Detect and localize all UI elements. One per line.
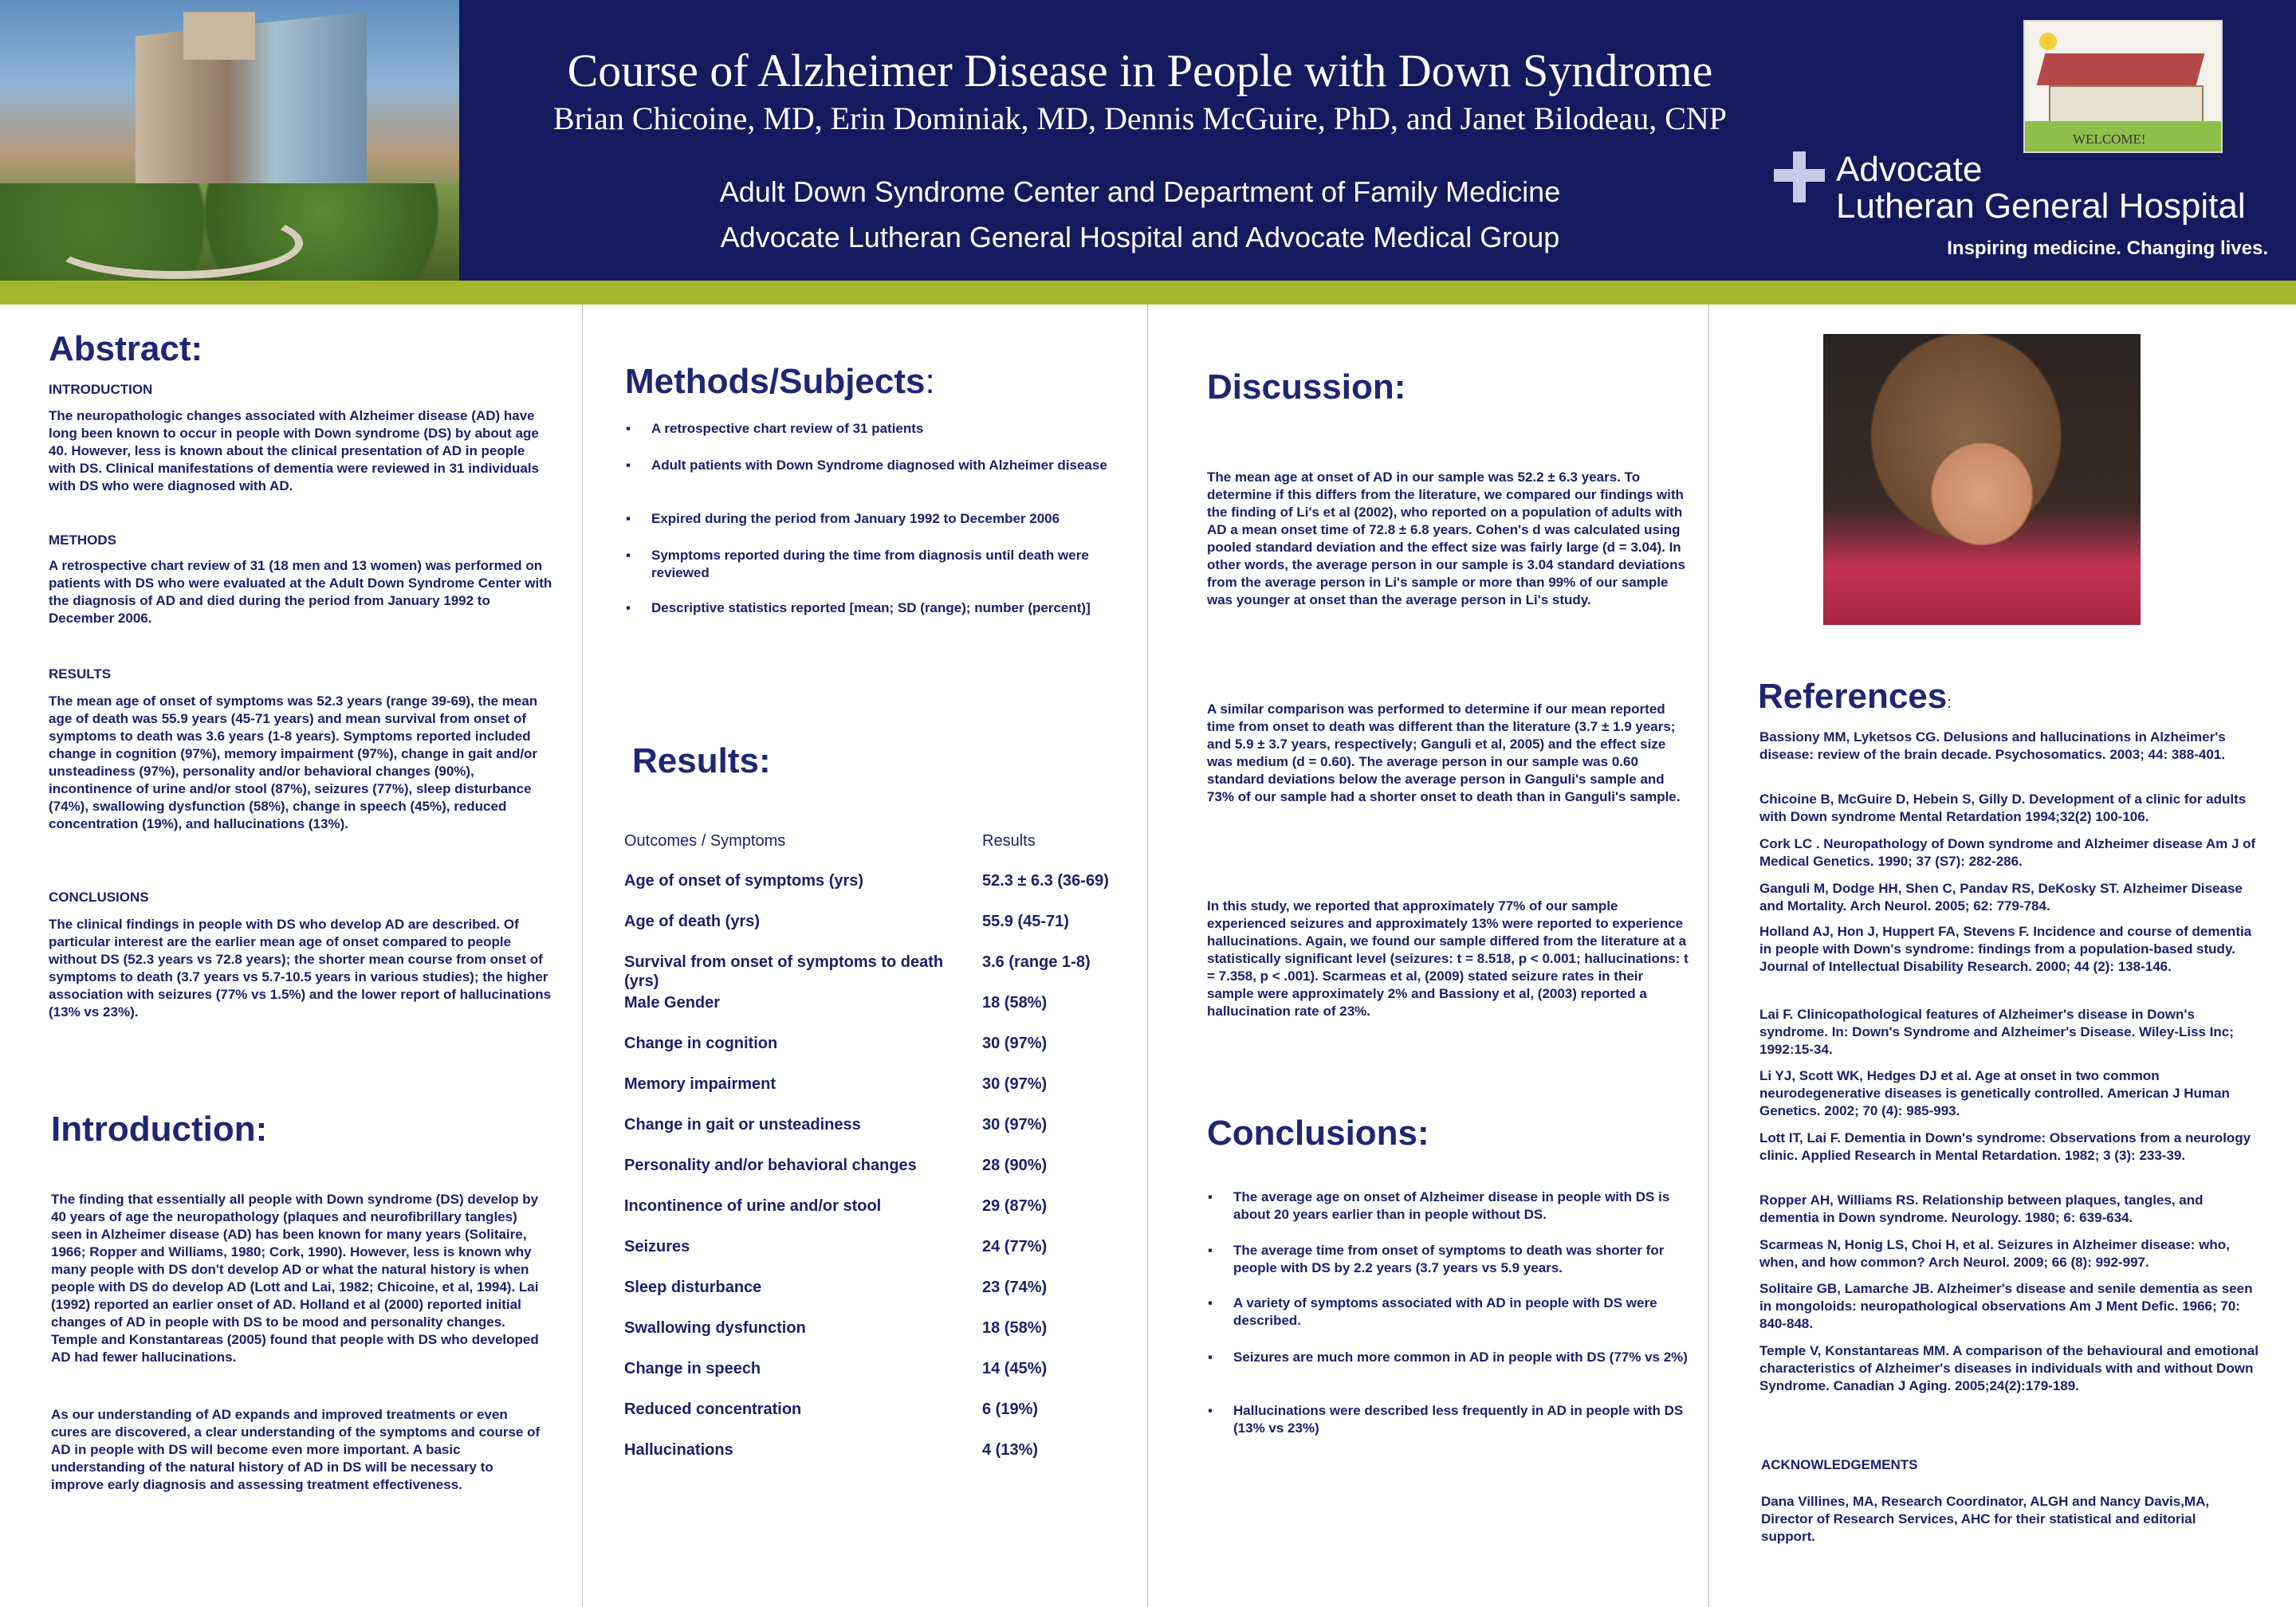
results-table-value: 30 (97%) [982, 1116, 1048, 1134]
results-table-value: 28 (90%) [982, 1157, 1048, 1174]
welcome-house-drawing [2023, 20, 2223, 153]
introduction-heading: Introduction: [51, 1110, 268, 1149]
references-heading [1758, 677, 1952, 717]
results-table-value: 24 (77%) [982, 1238, 1048, 1255]
reference-item: Holland AJ, Hon J, Huppert FA, Stevens F. Incidence and course of dementia in people with Down's syndrome: findings from a population-based study. Journal of Intellectual Disability Research. 2000; 44 (2): 138-146. [1759, 924, 2252, 974]
column-divider-2 [1147, 305, 1148, 1607]
results-table-outcome: Change in speech [624, 1360, 761, 1377]
discussion-paragraph-1: The mean age at onset of AD in our sample was 52.2 ± 6.3 years. To determine if this differs from the literature, we compared our findings with the finding of Li's et al (2002), who reported on a population of adults with AD a mean onset time of 72.8 ± 6.8 years. Cohen's d was calculated using pooled standard deviation and the effect size was fairly large (d = 3.04). In other words, the average person in our sample is 3.04 standard deviations from the average person in Li's sample or more than 99% of our sample was younger at onset than the average person in Li's study. [1207, 470, 1685, 607]
conclusions-item: ▪ Hallucinations were described less frequently in AD in people with DS (13% vs 23%) [1208, 1402, 1704, 1437]
results-table-outcome: Incontinence of urine and/or stool [624, 1197, 882, 1215]
results-table-value: 3.6 (range 1-8) [982, 953, 1091, 971]
results-table-value: 55.9 (45-71) [982, 913, 1069, 930]
introduction-paragraph-2: As our understanding of AD expands and improved treatments or even cures are discovered, a clear understanding of the symptoms and course of AD in people with DS will become even more important. A basic understanding of the natural history of AD in DS will be necessary to improve early diagnosis and assessing treatment effectiveness. [51, 1407, 541, 1492]
reference-item: Bassiony MM, Lyketsos CG. Delusions and hallucinations in Alzheimer's disease: review of the brain decade. Psychosomatics. 2003; 44: 388-401. [1759, 729, 2226, 762]
results-table-outcome: Hallucinations [624, 1441, 733, 1459]
acknowledgements-heading: ACKNOWLEDGEMENTS [1761, 1457, 1918, 1472]
references-heading-text: References [1758, 677, 1948, 716]
conclusions-item: ▪ A variety of symptoms associated with AD in people with DS were described. [1208, 1295, 1704, 1330]
methods-item: ▪ Symptoms reported during the time from diagnosis until death were reviewed [626, 547, 1130, 582]
results-table-outcome: Seizures [624, 1238, 690, 1255]
results-table-outcome: Personality and/or behavioral changes [624, 1157, 917, 1174]
reference-item: Li YJ, Scott WK, Hedges DJ et al. Age at onset in two common neurodegenerative diseases is genetically controlled. American J Human Genetics. 2002; 70 (4): 985-993. [1759, 1068, 2230, 1118]
poster-title: Course of Alzheimer Disease in People with Down Syndrome [567, 45, 1713, 96]
reference-item: Chicoine B, McGuire D, Hebein S, Gilly D. Development of a clinic for adults with Down syndrome Mental Retardation 1994;32(2) 100-106. [1759, 792, 2247, 824]
results-table-outcome: Change in gait or unsteadiness [624, 1116, 861, 1134]
advocate-cross-icon [1774, 151, 1825, 202]
abstract-results-heading: RESULTS [49, 666, 112, 682]
department-line-2: Advocate Lutheran General Hospital and Advocate Medical Group [720, 221, 1560, 253]
methods-item: ▪ Descriptive statistics reported [mean; SD (range); number (percent)] [626, 599, 1130, 617]
discussion-heading: Discussion: [1207, 367, 1406, 407]
introduction-paragraph-1: The finding that essentially all people with Down syndrome (DS) develop by 40 years of age the neuropathology (plaques and neurofibrillary tangles) seen in Alzheimer disease (AD) has been known for many years (Solitaire, 1966; Ropper and Williams, 1980; Cork, 1990). However, less is known why many people with DS don't develop AD or what the natural history is when people with DS do develop AD (Lott and Lai, 1982; Chicoine, et al, 1994). Lai (1992) reported an earlier onset of AD. Holland et al (2000) reported initial changes of AD in people with DS to be mood and personality changes. Temple and Konstantareas (2005) found that people with DS who developed AD had fewer hallucinations. [51, 1192, 539, 1365]
results-table-value: 30 (97%) [982, 1035, 1048, 1052]
results-table-value: 18 (58%) [982, 1319, 1048, 1337]
conclusions-item: ▪ Seizures are much more common in AD in people with DS (77% vs 2%) [1208, 1349, 1704, 1366]
abstract-results-text: The mean age of onset of symptoms was 52.3 years (range 39-69), the mean age of death was 55.9 years (45-71 years) and mean survival from onset of symptoms to death was 3.6 years (1-8 years). Symptoms reported included change in cognition (97%), memory impairment (97%), change in gait and/or unsteadiness (97%), personality and/or behavioral changes (90%), incontinence of urine and/or stool (87%), seizures (77%), sleep disturbance (74%), swallowing dysfunction (58%), change in speech (45%), reduced concentration (19%), and hallucinations (13%). [49, 693, 538, 831]
department-line-1: Adult Down Syndrome Center and Department of Family Medicine [719, 175, 1561, 208]
hospital-building-photo [0, 0, 459, 281]
reference-item: Ganguli M, Dodge HH, Shen C, Pandav RS, DeKosky ST. Alzheimer Disease and Mortality. Arch Neurol. 2005; 62: 779-784. [1759, 881, 2243, 914]
portrait-photo [1823, 334, 2141, 625]
methods-heading-colon: : [925, 362, 935, 401]
results-table-outcome: Age of onset of symptoms (yrs) [624, 872, 864, 890]
conclusions-item: ▪ The average age on onset of Alzheimer disease in people with DS is about 20 years earlier than in people without DS. [1208, 1189, 1704, 1224]
results-table-outcome: Memory impairment [624, 1075, 776, 1093]
results-table-outcome: Age of death (yrs) [624, 913, 761, 930]
reference-item: Cork LC . Neuropathology of Down syndrome and Alzheimer disease Am J of Medical Genetics. 1990; 37 (S7): 282-286. [1759, 836, 2256, 869]
results-table-value: 14 (45%) [982, 1360, 1048, 1377]
results-table-value: 30 (97%) [982, 1075, 1048, 1093]
results-table-outcome: Reduced concentration [624, 1401, 802, 1418]
reference-item: Solitaire GB, Lamarche JB. Alzheimer's disease and senile dementia as seen in mongoloids: neuropathological observations Am J Ment Defic. 1966; 70: 840-848. [1759, 1281, 2253, 1331]
conclusions-heading: Conclusions: [1207, 1114, 1429, 1153]
discussion-paragraph-3: In this study, we reported that approximately 77% of our sample experienced seizures and approximately 13% were reported to experience hallucinations. Again, we found our sample differed from the literature at a statistically significant level (seizures: t = 8.518, p < 0.001; hallucinations: t = 7.358, p < .001). Scarmeas et al, (2009) stated seizure rates in their sample were approximately 2% and Bassiony et al, (2003) reported a hallucination rate of 23%. [1207, 898, 1689, 1019]
results-table-outcome: Survival from onset of symptoms to death (yrs) [624, 953, 944, 990]
reference-item: Lott IT, Lai F. Dementia in Down's syndrome: Observations from a neurology clinic. Applied Research in Mental Retardation. 1982; 3 (3): 233-39. [1759, 1130, 2251, 1163]
abstract-methods-text: A retrospective chart review of 31 (18 men and 13 women) was performed on patients with DS who were evaluated at the Adult Down Syndrome Center with the diagnosis of AD and died during the period from January 1992 to December 2006. [49, 558, 552, 626]
accent-bar [0, 281, 2296, 305]
reference-item: Lai F. Clinicopathological features of Alzheimer's disease in Down's syndrome. In: Down's Syndrome and Alzheimer's Disease. Wiley-Liss Inc; 1992:15-34. [1759, 1007, 2234, 1057]
hospital-tagline: Inspiring medicine. Changing lives. [1947, 238, 2268, 259]
conclusions-item: ▪ The average time from onset of symptoms to death was shorter for people with DS by 2.2 years (3.7 years vs 5.9 years. [1208, 1242, 1704, 1277]
logo-line-1: Advocate [1836, 150, 1983, 189]
results-column-header-outcomes: Outcomes / Symptoms [624, 832, 786, 850]
results-table-value: 29 (87%) [982, 1197, 1048, 1215]
drawing-welcome-text: WELCOME! [2073, 132, 2146, 147]
methods-heading-text: Methods/Subjects [625, 362, 926, 401]
abstract-intro-heading: INTRODUCTION [49, 382, 153, 397]
results-table-value: 6 (19%) [982, 1401, 1039, 1418]
hospital-logo-text [1836, 151, 2246, 225]
results-table-outcome: Swallowing dysfunction [624, 1319, 806, 1337]
results-table-value: 18 (58%) [982, 994, 1048, 1012]
results-table-value: 23 (74%) [982, 1279, 1048, 1296]
references-heading-colon: : [1947, 694, 1952, 712]
methods-heading [625, 362, 935, 402]
abstract-intro-text: The neuropathologic changes associated with Alzheimer disease (AD) have long been known to occur in people with Down syndrome (DS) by about age 40. However, less is known about the clinical presentation of AD in people with DS. Clinical manifestations of dementia were reviewed in 31 individuals with DS who were diagnosed with AD. [49, 408, 539, 493]
results-table-outcome: Change in cognition [624, 1035, 778, 1052]
poster-authors: Brian Chicoine, MD, Erin Dominiak, MD, Dennis McGuire, PhD, and Janet Bilodeau, CNP [552, 100, 1728, 136]
results-table-outcome: Male Gender [624, 994, 721, 1012]
reference-item: Temple V, Konstantareas MM. A comparison of the behavioural and emotional characteristics of Alzheimer's diseases in individuals with and without Down Syndrome. Canadian J Aging. 2005;24(2):179-189. [1759, 1343, 2259, 1393]
methods-item: ▪ Adult patients with Down Syndrome diagnosed with Alzheimer disease [626, 457, 1130, 474]
discussion-paragraph-2: A similar comparison was performed to determine if our mean reported time from onset to death was different than the literature (3.7 ± 1.9 years; and 5.9 ± 3.7 years, respectively; Ganguli et al, 2005) and the effect size was medium (d = 0.60). The average person in our sample was 0.60 standard deviations below the average person in Ganguli's sample and 73% of our sample had a shorter onset to death than in Ganguli's sample. [1207, 701, 1681, 804]
column-divider-1 [582, 305, 583, 1607]
logo-line-2: Lutheran General Hospital [1836, 187, 2246, 226]
abstract-conclusions-heading: CONCLUSIONS [49, 890, 149, 905]
methods-item: ▪ Expired during the period from January 1992 to December 2006 [626, 510, 1130, 528]
acknowledgements-text: Dana Villines, MA, Research Coordinator, ALGH and Nancy Davis,MA, Director of Research Services, AHC for their statistical and editorial support. [1761, 1494, 2210, 1544]
results-heading: Results: [632, 741, 771, 780]
results-column-header-results: Results [982, 832, 1036, 850]
abstract-methods-heading: METHODS [49, 532, 116, 548]
abstract-heading: Abstract: [49, 329, 203, 368]
column-divider-3 [1708, 305, 1709, 1607]
results-table-value: 52.3 ± 6.3 (36-69) [982, 872, 1109, 890]
reference-item: Scarmeas N, Honig LS, Choi H, et al. Seizures in Alzheimer disease: who, when, and how common? Arch Neurol. 2009; 66 (8): 992-997. [1759, 1237, 2230, 1270]
reference-item: Ropper AH, Williams RS. Relationship between plaques, tangles, and dementia in Down syndrome. Neurology. 1980; 6: 639-634. [1759, 1192, 2204, 1225]
results-table-value: 4 (13%) [982, 1441, 1039, 1459]
results-table-outcome: Sleep disturbance [624, 1279, 762, 1296]
methods-item: ▪ A retrospective chart review of 31 patients [626, 420, 1130, 438]
abstract-conclusions-text: The clinical findings in people with DS who develop AD are described. Of particular interest are the earlier mean age of onset compared to people without DS (52.3 years vs 72.8 years); the shorter mean course from onset of symptoms to death (3.7 years vs 5.7-10.5 years in various studies); the higher association with seizures (77% vs 1.5%) and the lower report of hallucinations (13% vs 23%). [49, 917, 552, 1020]
